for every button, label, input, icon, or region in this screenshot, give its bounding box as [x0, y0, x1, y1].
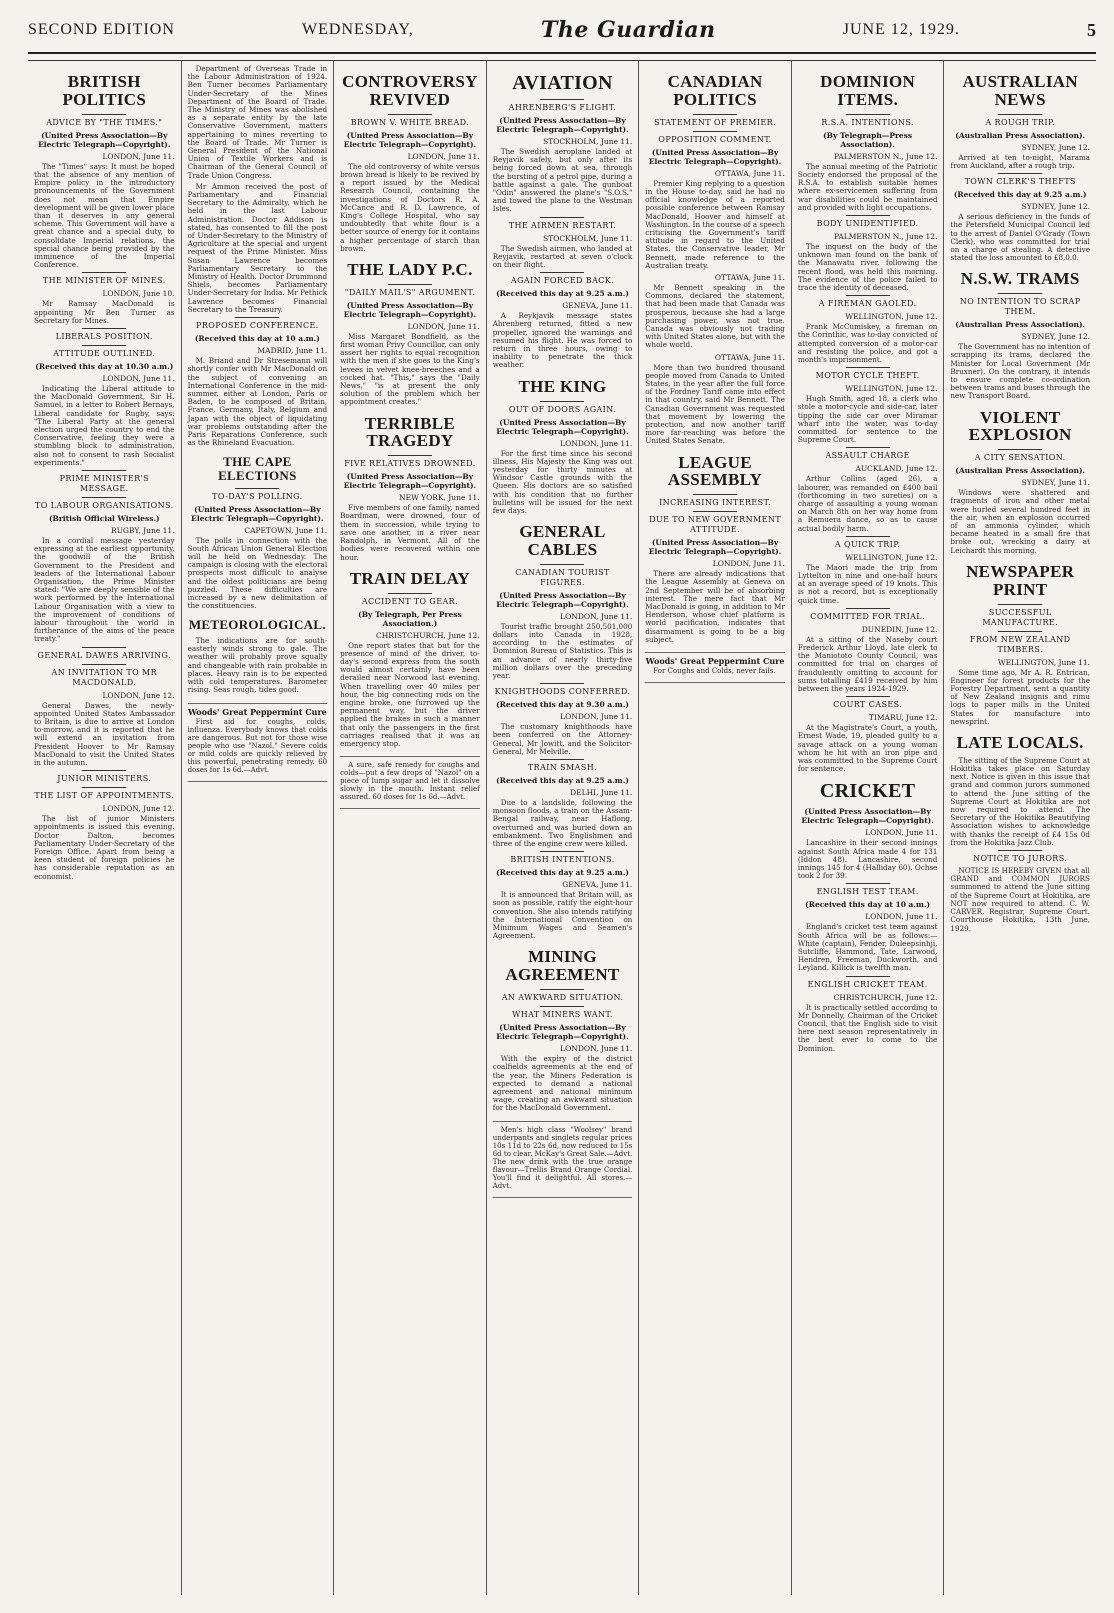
article: [493, 378, 633, 515]
article-credit: (Received this day at 9.25 a.m.): [496, 868, 629, 878]
article-headline: BRITISH POLITICS: [62, 72, 147, 109]
divider-rule: [998, 604, 1042, 605]
article-credit: (United Press Association—By Electric Telegraph—Copyright).: [191, 504, 324, 523]
article-body: Some time ago, Mr A. R. Entrican, Engineer for forest products for the Forestry Department, sent a quantity of New Zealand insignis and rimu logs to paper mills in the United States for manufacture into newsprint.: [950, 667, 1090, 726]
article: [798, 536, 938, 605]
article: [493, 272, 633, 369]
article-subheading: TOWN CLERK'S THEFTS: [964, 177, 1076, 187]
article: [188, 65, 328, 180]
article-subheading: SUCCESSFUL MANUFACTURE.: [982, 607, 1059, 627]
article: [645, 353, 785, 446]
article-credit: (United Press Association—By Electric Telegraph—Copyright).: [801, 807, 934, 826]
article-subheading: THE AIRMEN RESTART.: [508, 220, 617, 230]
article-credit: (Australian Press Association).: [955, 130, 1086, 140]
article-dateline: WELLINGTON, June 11.: [997, 657, 1090, 667]
article-subheading: PRIME MINISTER'S MESSAGE.: [59, 473, 149, 493]
divider-rule: [82, 114, 126, 115]
article-body: Five members of one family, named Boardman, were drowned, four of them in succession, while trying to save one another, in a river near Randolph, in Vermont. All of the bodies were recovered within one hour.: [340, 503, 480, 562]
article-subheading: WHAT MINERS WANT.: [512, 1010, 613, 1020]
article-subheading: TO-DAY'S POLLING.: [212, 491, 303, 501]
article-dateline: CHRISTCHURCH, June 12.: [375, 630, 480, 640]
article-subheading: LIBERALS POSITION.: [55, 331, 153, 341]
article-dateline: WELLINGTON, June 12.: [845, 552, 938, 562]
article-body: Mr Bennett speaking in the Commons, declared the statement, that had been made that Canada was prosperous, because she had a large purchasing power, was not true. Canada was obviously not trading with United States alone, but with the whole world.: [645, 282, 785, 350]
divider-rule: [846, 696, 890, 697]
divider-rule: [82, 770, 126, 771]
article: [950, 734, 1090, 847]
article-body: There are already indications that the League Assembly at Geneva on 2nd September will be of absorbing interest. The mere fact that Mr MacDonald is going, in addition to Mr Henderson, whose chief platform is world pacification, indicates that disarmament is going to be a big subject.: [645, 569, 785, 644]
edition-label: SECOND EDITION: [28, 21, 175, 38]
article-headline: METEOROLOGICAL.: [188, 617, 326, 633]
divider-rule: [540, 989, 584, 990]
article: [188, 317, 328, 447]
news-column-5: [638, 61, 791, 1595]
article-credit: (Received this day at 10.30 a.m.): [35, 361, 174, 371]
article-subheading: CANADIAN TOURIST FIGURES.: [515, 567, 610, 587]
article-credit: (United Press Association—By Electric Telegraph—Copyright).: [648, 147, 782, 166]
article-credit: (By Telegraph—Press Association).: [823, 130, 913, 149]
article-dateline: CHRISTCHURCH, June 12.: [833, 992, 938, 1002]
article-dateline: OTTAWA, June 11.: [714, 168, 785, 178]
article-body: The Government has no intention of scrapping its trams, declared the Minister for Local Government (Mr Bruxner). On the contrary, it intends to ensure complete co-ordination between trams and buses through the new Transport Board.: [950, 342, 1090, 401]
divider-rule: [235, 317, 279, 318]
divider-rule: [388, 284, 432, 285]
article-dateline: OTTAWA, June 11.: [714, 272, 785, 282]
divider-rule: [846, 883, 890, 884]
article-body: Due to a landslide, following the monsoon floods, a train on the Assam-Bengal railway, near Haflong, overturned and was buried down an embankment. Two Englishmen and three of the engine crew were killed.: [492, 798, 633, 849]
masthead: [28, 8, 1096, 54]
article-body: The old controversy of white versus brown bread is likely to be revived by a report issued by the Medical Research Council, containing the investigations of Doctors R. A. McCance and R. D. Lawrence, of King's College Hospital, who say undoubtedly that white flour is a better source of energy for it contains a higher percentage of starch than brown.: [340, 161, 480, 253]
article-dateline: GENEVA, June 11.: [562, 880, 633, 890]
article: [950, 850, 1090, 933]
divider-rule: [540, 683, 584, 684]
divider-rule: [998, 114, 1042, 115]
divider-rule: [82, 470, 126, 471]
article: [645, 454, 785, 645]
article-subheading: OUT OF DOORS AGAIN.: [508, 404, 617, 414]
news-column-7: [943, 61, 1096, 1595]
divider-rule: [693, 131, 737, 132]
article-credit: (Australian Press Association).: [955, 466, 1086, 476]
divider-rule: [998, 173, 1042, 174]
article-body: The customary knighthoods have been conferred on the Attorney-General, Mr Jowitt, and the Solicitor-General, Mr Melville.: [492, 722, 633, 756]
divider-rule: [388, 114, 432, 115]
article-subheading: ENGLISH CRICKET TEAM.: [807, 979, 928, 989]
article-dateline: STOCKHOLM, June 11.: [543, 137, 633, 146]
article-dateline: LONDON, June 11.: [560, 611, 633, 621]
article: [34, 328, 175, 467]
article-subheading: JUNIOR MINISTERS.: [57, 774, 152, 784]
article: [340, 73, 480, 253]
article-headline: LEAGUE ASSEMBLY: [667, 452, 763, 490]
article-dateline: PALMERSTON N., June 12.: [833, 151, 938, 161]
divider-rule: [82, 328, 126, 329]
article: [798, 367, 938, 444]
article-body: More than two hundred thousand people moved from Canada to United States, in the year after the full force of the Fordney Tariff came into effect in that country, said Mr Bennett. The Canadian Government was requested that movement by lowering the protection, and now another tariff more far-reaching was before the United States Senate.: [645, 362, 785, 446]
news-column-6: [791, 61, 944, 1595]
article-dateline: TIMARU, June 12.: [868, 713, 938, 723]
article-headline: VIOLENT EXPLOSION: [968, 407, 1072, 445]
article-dateline: SYDNEY, June 11.: [1021, 478, 1090, 488]
article-subheading: PROPOSED CONFERENCE.: [196, 321, 319, 331]
article-credit: (Received this day at 10 a.m.): [805, 900, 931, 910]
article-body: The sitting of the Supreme Court at Hokitika takes place on Saturday next. Notice is given in this issue that grand and common jurors summoned to attend the June sitting of the Supreme Court at Hokitika are not now required to attend. The Secretary of the Hokitika Beautifying Association wishes to acknowledge with thanks the receipt of £4 15s 0d from the Hokitika Jazz Club.: [950, 755, 1090, 847]
article-subheading: INCREASING INTEREST.: [659, 498, 771, 508]
article-body: Mr Ramsay MacDonald is appointing Mr Ben Turner as Secretary for Mines.: [34, 299, 175, 325]
article-headline: MINING AGREEMENT: [505, 947, 620, 985]
article-dateline: SYDNEY, June 12.: [1021, 142, 1090, 152]
article-body: Miss Margaret Bondfield, as the first woman Privy Councillor, can only assert her rights to equal recognition with the men if she goes to the King's levees in velvet knee-breeches and a cocked hat. "This," says the "Daily News," "is at present the only solution of the problem which her appointment creates.": [340, 331, 480, 407]
article-dateline: WELLINGTON, June 12.: [845, 384, 938, 394]
article-body: The annual meeting of the Patriotic Society endorsed the proposal of the R.S.A. to establish suitable homes where ex-servicemen suffering from war disabilities could be maintained and provided with light occupations.: [797, 161, 938, 212]
article-subheading: ACCIDENT TO GEAR.: [361, 596, 458, 606]
article-subheading: THE MINISTER OF MINES.: [42, 276, 166, 286]
advertisement-text: A sure, safe remedy for coughs and colds—put a few drops of "Nazol" on a piece of lump sugar and let it dissolve slowly in the mouth. Instant relief assured. 60 doses for 1s 6d.—Advt.: [340, 761, 480, 802]
article-body: The Swedish aeroplane landed at Reyjavik safely, but only after its being forced down at sea, through the bursting of a petrol pipe, during a battle against a gale. The gunboat "Odin" answered the plane's "S.O.S." and towed the plane to the Westman Isles.: [492, 147, 633, 214]
article-headline: THE CAPE ELECTIONS: [218, 454, 297, 483]
advertisement-text: Men's high class "Woolsey" brand underpants and singlets regular prices 10s 11d to 22s 6d, now reduced to 15s 6d to clear. McKay's Great Sale.—Advt. The new drink with the true orange flavour—Trellis Brand Orange Cordial. You'll find it delightful. All stores.—Advt.: [492, 1125, 633, 1190]
article-credit: (United Press Association—By Electric Telegraph—Copyright).: [343, 300, 477, 319]
article-subheading: BRITISH INTENTIONS.: [510, 855, 615, 865]
divider-rule: [82, 345, 126, 346]
article-subheading: AN AWKWARD SITUATION.: [501, 993, 624, 1003]
article-subheading: KNIGHTHOODS CONFERRED.: [494, 687, 631, 697]
article-credit: (United Press Association—By Electric Telegraph—Copyright).: [496, 1023, 629, 1042]
article-credit: (British Official Wireless.): [48, 513, 160, 523]
article-subheading: TO LABOUR ORGANISATIONS.: [35, 500, 174, 510]
article-body: At the Magistrate's Court, a youth, Ernest Wade, 19, pleaded guilty to a savage attack on a young woman whom he hit with an iron pipe and was committed to the Supreme Court for sentence.: [797, 723, 938, 774]
article-body: Arrived at ten to-night, Maramа from Auckland, after a rough trip.: [950, 152, 1090, 170]
article-dateline: AUCKLAND, June 12.: [855, 464, 938, 474]
article-body: England's cricket test team against South Africa will be as follows:—White (captain), Fender, Duleepsinhji, Sutcliffe, Hammond, Tate, Larwood, Hendren, Freeman, Duckworth, and Leyland. Killick is twelfth man.: [797, 922, 938, 973]
article-dateline: PALMERSTON N., June 12.: [833, 231, 938, 241]
divider-rule: [846, 608, 890, 609]
article-headline: THE KING: [518, 376, 607, 396]
article-dateline: OTTAWA, June 11.: [714, 352, 785, 362]
article-subheading: GENERAL DAWES ARRIVING.: [37, 650, 171, 660]
article: [950, 563, 1090, 726]
advertisement-text: First aid for coughs, colds, influenza. Everybody knows that colds are dangerous. But not for those wise people who use "Nazol." Severe colds or mild colds are quickly relieved by this powerful, penetrating remedy. 60 doses for 1s 6d.—Advt.: [187, 717, 328, 774]
article-dateline: LONDON, June 11.: [865, 828, 938, 838]
divider-rule: [82, 272, 126, 273]
article: [950, 270, 1090, 400]
article: [34, 272, 175, 325]
article-body: It is practically settled according to Mr Donnelly, Chairman of the Cricket Council, that the English side to visit here next season representatively in the best ever to come to the Dominion.: [797, 1002, 938, 1053]
article-body: The Swedish airmen, who landed at Reyjavik, restarted at seven o'clock on their flight.: [492, 243, 633, 270]
divider-rule: [846, 215, 890, 216]
article-dateline: LONDON, June 11.: [865, 912, 938, 922]
divider-rule: [540, 99, 584, 100]
article-body: One report states that but for the presence of mind of the driver, to-day's second express from the south would almost certainly have been derailed near Norwood last evening. When travelling over 40 miles per hour, the big connecting rods on the engine broke, one furrowed up the permanent way, but the driver applied the brakes in such a manner that only the passengers in the first carriages realised that it was an emergency stop.: [340, 640, 480, 748]
article-body: Tourist traffic brought 250,501,000 dollars into Canada in 1928, according to the estimates of Dominion Bureau of Statistics. This is an advance of nearly thirty-five million dollars over the preceding year.: [492, 621, 633, 681]
article-subheading: COMMITTED FOR TRIAL.: [810, 611, 925, 621]
article: [950, 173, 1090, 262]
article-dateline: CAPETOWN, June 11.: [244, 525, 328, 535]
article-body: A Reykjavik message states Ahrenberg returned, fitted a new propeller, ignored the warnings and resumed his flight. He was forced to return in three hours, owing to inability to penetrate the thick weather.: [492, 311, 633, 370]
article-credit: (United Press Association—By Electric Telegraph—Copyright).: [648, 538, 782, 557]
article-headline: AUSTRALIAN NEWS: [962, 72, 1078, 109]
advertisement-text: For Coughs and Colds, never fails.: [653, 667, 776, 676]
article-dateline: LONDON, June 10.: [102, 289, 175, 299]
article-subheading: OPPOSITION COMMENT.: [658, 134, 772, 144]
article-headline: NEWSPAPER PRINT: [966, 561, 1075, 599]
article: [798, 447, 938, 532]
divider-rule: [82, 664, 126, 665]
article-body: The list of junior Ministers appointments is issued this evening. Doctor Dalton, becomes Parliamentary Under-Secretary of the Foreign Office. Apart from being a keen student of foreign policies he has considerable reputation as an economist.: [34, 814, 175, 881]
article-subheading: FROM NEW ZEALAND TIMBERS.: [969, 634, 1071, 654]
article-headline: TERRIBLE TRAGEDY: [364, 413, 456, 451]
date-label: JUNE 12, 1929.: [842, 21, 960, 38]
advertisement: [645, 652, 785, 683]
article-headline: DOMINION ITEMS.: [820, 72, 916, 109]
article-subheading: TRAIN SMASH.: [527, 763, 598, 773]
news-column-2: [181, 61, 334, 1595]
article: [950, 73, 1090, 170]
article: [798, 696, 938, 773]
article-body: Hugh Smith, aged 18, a clerk who stole a motor-cycle and side-car, later tipping the side car over Miramar wharf into the water, was to-day committed for sentence to the Supreme Court.: [797, 394, 938, 445]
article-headline: N.S.W. TRAMS: [960, 269, 1080, 289]
article-body: Mr Ammon received the post of Parliamentary and Financial Secretary to the Admiralty, which he held in the last Labour Administration. Doctor Addison is stated, has consented to fill the post of Under-Secretary to the Ministry of Agriculture at the special and urgent request of the Prime Minister. Miss Susan Lawrence becomes Parliamentary Secretary to the Ministry of Health. Doctor Drummond Shiels, becomes Parliamentary Under-Secretary for India. Mr Pethick Lawrence becomes Financial Secretary to the Treasury.: [187, 181, 328, 314]
article-credit: (United Press Association—By Electric Telegraph—Copyright).: [343, 472, 477, 491]
news-column-1: [28, 61, 181, 1595]
article-subheading: DUE TO NEW GOVERNMENT ATTITUDE.: [649, 515, 781, 535]
news-column-3: [333, 61, 486, 1595]
article-body: Indicating the Liberal attitude to the MacDonald Government, Sir H. Samuel, in a letter to Robert Bernays, Liberal candidate for Rugby, says: "The Liberal Party at the general election urged the country to end the Conservative, feeling they were a stumbling block to administration, also not to consent to rash Socialist experiments.": [34, 383, 175, 467]
article-body: M. Briand and Dr Stresemann will shortly confer with Mr MacDonald on the subject of convening an International Conference in the mid-summer, either at London, Paris or Baden, to be composed of Britain, France, Germany, Italy, Belgium and Japan with the object of liquidating war problems outstanding after the Paris Reparations Conference, such as the Rhineland Evacuation.: [187, 356, 328, 448]
advertisement: [188, 703, 328, 782]
article-body: The polls in connection with the South African Union General Election will be held on Wednesday. The campaign is closing with the electoral prospects most difficult to analyse and the oldest politicians are being puzzled. These difficulties are increased by a new delimitation of the constituencies.: [187, 535, 328, 611]
article-dateline: MADRID, June 11.: [257, 346, 328, 356]
article: [34, 73, 175, 269]
divider-rule: [693, 511, 737, 512]
article-body: For the first time since his second illness, His Majesty the King was out yesterday for thirty minutes at Windsor Castle grounds with the Queen. His doctors are so satisfied with his condition that no further bulletins will be issued for the next few days.: [492, 448, 633, 515]
divider-rule: [998, 850, 1042, 851]
article: [645, 273, 785, 350]
article-dateline: LONDON, June 11.: [560, 1044, 633, 1054]
article: [493, 523, 633, 680]
article-dateline: LONDON, June 12.: [102, 690, 175, 700]
divider-rule: [388, 455, 432, 456]
column-grid: [28, 60, 1096, 1595]
article-subheading: ASSAULT CHARGE: [825, 451, 910, 461]
divider-rule: [998, 449, 1042, 450]
article-subheading: A CITY SENSATION.: [974, 453, 1066, 463]
article-credit: (Received this day at 9.30 a.m.): [496, 700, 629, 710]
article-body: The "Times" says: It must be hoped that the absence of any mention of Empire policy in the introductory pronouncements of the Government does not mean that Empire development will be given lower place than it deserves in any general scheme. This Government will have a great chance and a special duty, to consolidate Imperial relations, the special chance being provided by the imminence of the Imperial Conference.: [34, 161, 175, 270]
article-headline: THE LADY P.C.: [347, 259, 473, 279]
article-subheading: A ROUGH TRIP.: [985, 117, 1055, 127]
divider-rule: [235, 488, 279, 489]
article-dateline: LONDON, June 11.: [407, 151, 480, 161]
article-dateline: LONDON, June 11.: [560, 438, 633, 448]
article: [34, 470, 175, 644]
article-credit: (Received this day at 9.25 a.m.): [496, 776, 629, 786]
article-subheading: ENGLISH TEST TEAM.: [816, 887, 919, 897]
article-subheading: NOTICE TO JURORS.: [973, 854, 1068, 864]
article-subheading: BODY UNIDENTIFIED.: [816, 218, 919, 228]
article-credit: (By Telegraph, Per Press Association.): [358, 609, 462, 628]
article-body: It is announced that Britain will, as soon as possible, ratify the eight-hour convention. She also intends ratifying the International Convention on Minimum Wages and Seamen's Agreement.: [492, 890, 633, 941]
article-dateline: LONDON, June 11.: [102, 151, 175, 161]
article: [798, 976, 938, 1053]
article-body: Premier King replying to a question in the House to-day, said he had no official knowledge of a reported possible conference between Ramsay MacDonald, Hoover and himself at Washington. In the course of a speech criticising the Government's tariff attitude in regard to the United States, the Conservative leader, Mr Bennett, made reference to the Australian treaty.: [645, 178, 785, 270]
article-dateline: STOCKHOLM, June 11.: [543, 233, 633, 243]
article-body: Windows were shattered and fragments of iron and other metal were hurled several hundred feet in the air, when an explosion occurred of an ammonia cylinder, which became heated in a small fire that broke out, wrecking a dairy at Leichardt this morning.: [950, 488, 1090, 555]
advertisement-title: Woods' Great Peppermint Cure: [645, 656, 785, 667]
article-dateline: DELHI, June 11.: [570, 788, 633, 798]
article-body: Department of Overseas Trade in the Labour Administration of 1924. Ben Turner becomes Parliamentary Under-Secretary of the Mines Department of the Board of Trade. The Ministry of Mines was abolished as a separate entity by the late Conservative Government, matters appertaining to mines reverting to the Board of Trade. Mr Turner is General President of the National Union of Textile Workers and is Chairman of the General Council of Trade Union Congress.: [187, 64, 328, 180]
article-dateline: RUGBY, June 11.: [111, 525, 175, 535]
article: [34, 647, 175, 768]
article: [798, 781, 938, 880]
divider-rule: [540, 759, 584, 760]
divider-rule: [540, 272, 584, 273]
article: [493, 217, 633, 270]
article-body: At a sitting of the Naseby court Frederick Arthur Lloyd, late clerk to the Maniototo County Council, was committed for trial on charges of fraudulently omitting to account for sums totalling £419 received by him between the years 1924-1929.: [797, 634, 938, 694]
article: [798, 883, 938, 972]
article-credit: (Received this day at 9.25 a.m.): [953, 190, 1087, 200]
article: [340, 415, 480, 562]
article-dateline: SYDNEY, June 12.: [1021, 332, 1090, 342]
article: [493, 851, 633, 940]
article-subheading: STATEMENT OF PREMIER.: [654, 117, 776, 127]
divider-rule: [388, 593, 432, 594]
divider-rule: [998, 293, 1042, 294]
article-subheading: BROWN V. WHITE BREAD.: [350, 117, 470, 127]
article-dateline: LONDON, June 12.: [102, 804, 175, 814]
article: [798, 295, 938, 364]
article-body: A serious deficiency in the funds of the Petersfield Municipal Council led to the arrest of Daniel O'Grady (Town Clerk), who was committed for trial on a charge of stealing. A detective stated the loss amounted to £8,0.0.: [950, 212, 1090, 263]
article-headline: CONTROVERSY REVIVED: [342, 72, 478, 109]
article-headline: GENERAL CABLES: [519, 522, 606, 559]
article-subheading: NO INTENTION TO SCRAP THEM.: [959, 297, 1081, 317]
article: [34, 770, 175, 881]
article-credit: (Australian Press Association).: [955, 320, 1086, 330]
divider-rule: [540, 564, 584, 565]
article-dateline: LONDON, June 11.: [712, 559, 785, 569]
advertisement: [493, 1121, 633, 1198]
page-number: 5: [1087, 19, 1096, 40]
article-subheading: COURT CASES.: [833, 700, 903, 710]
article: [493, 948, 633, 1112]
divider-rule: [846, 976, 890, 977]
article: [493, 73, 633, 214]
article: [950, 409, 1090, 555]
divider-rule: [82, 787, 126, 788]
article-subheading: ADVICE BY "THE TIMES.": [46, 117, 163, 127]
article: [188, 183, 328, 314]
article-subheading: AGAIN FORCED BACK.: [510, 276, 615, 286]
article-body: The Maori made the trip from Lyttelton in nine and one-half hours at an average speed of 19 knots. This is not a record, but is exceptionally quick time.: [797, 562, 938, 605]
article-body: The inquest on the body of the unknown man found on the bank of the Manawatu river, following the recent flood, was held this morning. The evidence of the police failed to trace the identity of deceased.: [797, 241, 938, 292]
divider-rule: [846, 295, 890, 296]
article-body: With the expiry of the district coalfields agreements at the end of the year, the Miners Federation is expected to demand a national agreement and national minimum wage, creating an awkward situation for the MacDonald Government.: [492, 1054, 633, 1113]
article-credit: (United Press Association—By Electric Telegraph—Copyright).: [496, 417, 629, 436]
article-credit: (Received this day at 10 a.m.): [194, 334, 320, 344]
article-headline: TRAIN DELAY: [349, 568, 471, 588]
article: [645, 73, 785, 270]
article: [798, 215, 938, 292]
article: [493, 683, 633, 756]
article-dateline: WELLINGTON, June 12.: [845, 312, 938, 322]
article-subheading: THE LIST OF APPOINTMENTS.: [34, 791, 175, 801]
divider-rule: [846, 114, 890, 115]
article-dateline: GENEVA, June 11.: [562, 301, 633, 311]
article-subheading: ATTITUDE OUTLINED.: [53, 348, 156, 358]
divider-rule: [540, 217, 584, 218]
article-body: In a cordial message yesterday expressing at the earliest opportunity, the goodwill of the British Government to the President and leaders of the International Labour Organisation, the Prime Minister stated: "We are deeply sensible of the work performed by the International Labour Organisation with a view to the improvement of conditions of labour throughout the world in furtherance of the aims of the peace treaty.": [34, 535, 175, 644]
article-body: Lancashire in their second innings against South Africa made 4 for 131 (Iddon 48). Lancashire, second innings 145 for 4 (Halliday 60). Ochse took 2 for 39.: [797, 838, 938, 881]
article-credit: (United Press Association—By Electric Telegraph—Copyright).: [496, 590, 629, 609]
article-subheading: FIVE RELATIVES DROWNED.: [344, 459, 476, 469]
article-subheading: A FIREMAN GAOLED.: [818, 299, 917, 309]
divider-rule: [846, 447, 890, 448]
article-dateline: LONDON, June 11.: [102, 373, 175, 383]
divider-rule: [540, 1006, 584, 1007]
article-credit: (United Press Association—By Electric Telegraph—Copyright).: [343, 130, 477, 149]
article-subheading: AN INVITATION TO MR MACDONALD.: [51, 667, 158, 687]
article: [340, 570, 480, 748]
advertisement-title: Woods' Great Peppermint Cure: [187, 706, 327, 717]
article-dateline: SYDNEY, June 12.: [1021, 202, 1090, 212]
article: [798, 608, 938, 693]
article-headline: AVIATION: [512, 72, 613, 94]
article: [493, 759, 633, 848]
divider-rule: [693, 114, 737, 115]
divider-rule: [693, 494, 737, 495]
article: [340, 261, 480, 407]
article: [798, 73, 938, 212]
divider-rule: [998, 631, 1042, 632]
divider-rule: [82, 497, 126, 498]
newspaper-title: The Guardian: [540, 17, 716, 43]
article-body: Arthur Collins (aged 26), a labourer, was remanded on £400 bail (forthcoming in two sureties) on a charge of assaulting a young woman on March 8th on her way home from a Remuera dance, so as to cause actual bodily harm.: [797, 474, 938, 533]
article-subheading: A QUICK TRIP.: [834, 539, 901, 549]
article-dateline: LONDON, June 11.: [560, 712, 633, 722]
article: [188, 618, 328, 694]
article-credit: (United Press Association—By Electric Telegraph—Copyright).: [38, 130, 171, 149]
article-credit: (United Press Association—By Electric Telegraph—Copyright).: [496, 116, 629, 134]
day-label: WEDNESDAY,: [302, 21, 414, 38]
divider-rule: [846, 367, 890, 368]
article-dateline: NEW YORK, June 11.: [399, 493, 480, 503]
article-body: Frank McCumiskey, a fireman on the Corinthic, was to-day convicted of attempted conversion of a motor-car and resisting the police, and got a month's imprisonment.: [797, 322, 938, 364]
news-column-4: [486, 61, 639, 1595]
divider-rule: [846, 536, 890, 537]
article-subheading: AHRENBERG'S FLIGHT.: [508, 103, 617, 112]
article-subheading: "DAILY MAIL'S" ARGUMENT.: [344, 287, 476, 297]
advertisement: [340, 756, 480, 809]
article: [188, 455, 328, 610]
article-headline: CRICKET: [819, 780, 916, 803]
divider-rule: [540, 851, 584, 852]
article-headline: CANADIAN POLITICS: [667, 72, 763, 109]
divider-rule: [82, 647, 126, 648]
article-subheading: R.S.A. INTENTIONS.: [821, 117, 914, 127]
article-body: The indications are for south-easterly winds strong to gale. The weather will probably prove squally and changeable with rain probable in places. Heavy rain is to be expected with cold temperatures. Barometer rising. Seas rough, tides good.: [187, 636, 328, 695]
article-dateline: LONDON, June 11.: [407, 321, 480, 331]
article-subheading: MOTOR CYCLE THEFT.: [815, 371, 920, 381]
article-headline: LATE LOCALS.: [956, 733, 1084, 752]
divider-rule: [540, 401, 584, 402]
article-dateline: DUNEDIN, June 12.: [861, 624, 938, 634]
article-body: General Dawes, the newly-appointed United States Ambassador to Britain, is due to arrive at London to-morrow, and it is reported that he will extend an invitation from President Hoover to Mr Ramsay MacDonald to visit the United States in the autumn.: [34, 700, 175, 768]
article-body: NOTICE IS HEREBY GIVEN that all GRAND and COMMON JURORS summoned to attend the June sitting of the Supreme Court at Hokitika, are NOT now required to attend. C. W. CARVER, Registrar, Supreme Court. Courthouse Hokitika, 13th June, 1929.: [950, 866, 1090, 933]
article-credit: (Received this day at 9.25 a.m.): [496, 289, 629, 299]
